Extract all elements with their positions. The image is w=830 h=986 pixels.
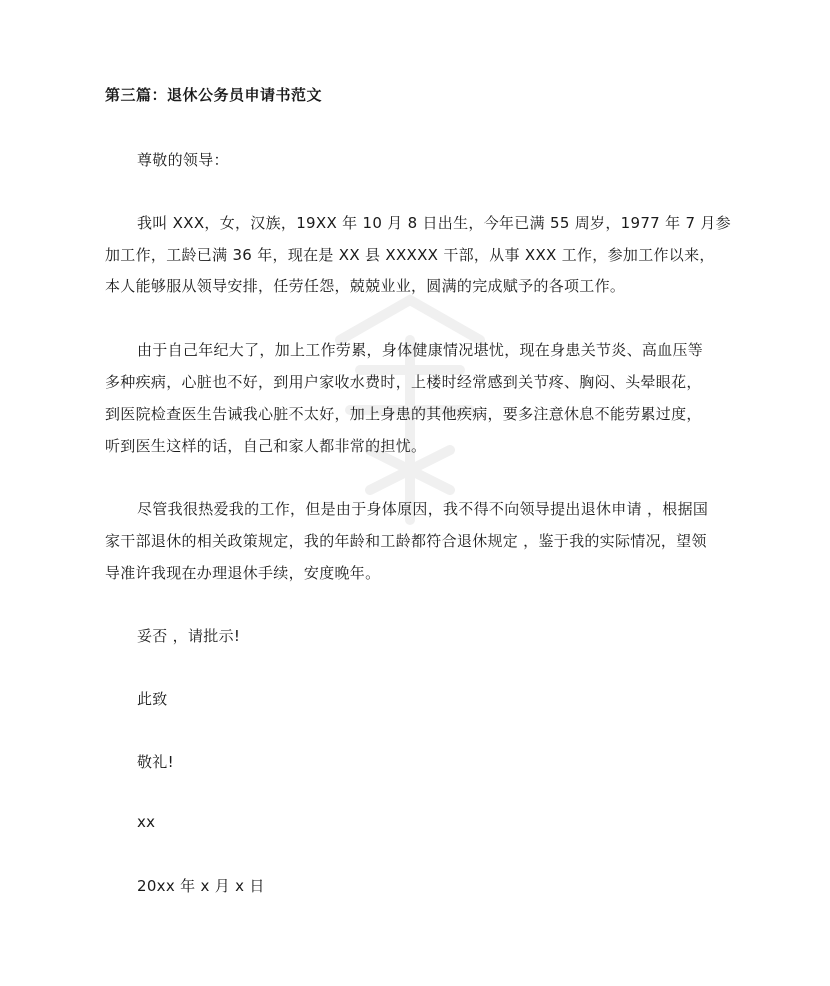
salutation: 尊敬的领导： xyxy=(137,151,229,169)
paragraph-line: 听到医生这样的话，自己和家人都非常的担忧。 xyxy=(105,437,427,455)
paragraph-line: 本人能够服从领导安排，任劳任怨，兢兢业业，圆满的完成赋予的各项工作。 xyxy=(105,277,626,295)
date: 20xx 年 x 月 x 日 xyxy=(137,877,265,895)
paragraph-line: 我叫 XXX，女，汉族，19XX 年 10 月 8 日出生，今年已满 55 周岁，1977 年 7 月参 xyxy=(137,214,731,232)
closing-salute: 敬礼! xyxy=(137,753,174,771)
paragraph-line: 多种疾病，心脏也不好，到用户家收水费时，上楼时经常感到关节疼、胸闷、头晕眼花， xyxy=(105,373,702,391)
paragraph-line: 到医院检查医生告诫我心脏不太好，加上身患的其他疾病，要多注意休息不能劳累过度， xyxy=(105,405,702,423)
closing-greeting: 此致 xyxy=(137,690,168,708)
closing-request: 妥否 ，请批示! xyxy=(137,627,241,645)
document-title: 第三篇：退休公务员申请书范文 xyxy=(105,86,323,104)
paragraph-line: 导准许我现在办理退休手续，安度晚年。 xyxy=(105,564,381,582)
paragraph-line: 家干部退休的相关政策规定，我的年龄和工龄都符合退休规定 ，鉴于我的实际情况，望领 xyxy=(105,532,707,550)
paragraph-line: 加工作，工龄已满 36 年，现在是 XX 县 XXXXX 干部，从事 XXX 工作，参加工作以来， xyxy=(105,246,715,264)
signature: xx xyxy=(137,813,156,831)
paragraph-line: 由于自己年纪大了，加上工作劳累，身体健康情况堪忧，现在身患关节炎、高血压等 xyxy=(137,341,704,359)
paragraph-line: 尽管我很热爱我的工作，但是由于身体原因，我不得不向领导提出退休申请 ，根据国 xyxy=(137,500,709,518)
